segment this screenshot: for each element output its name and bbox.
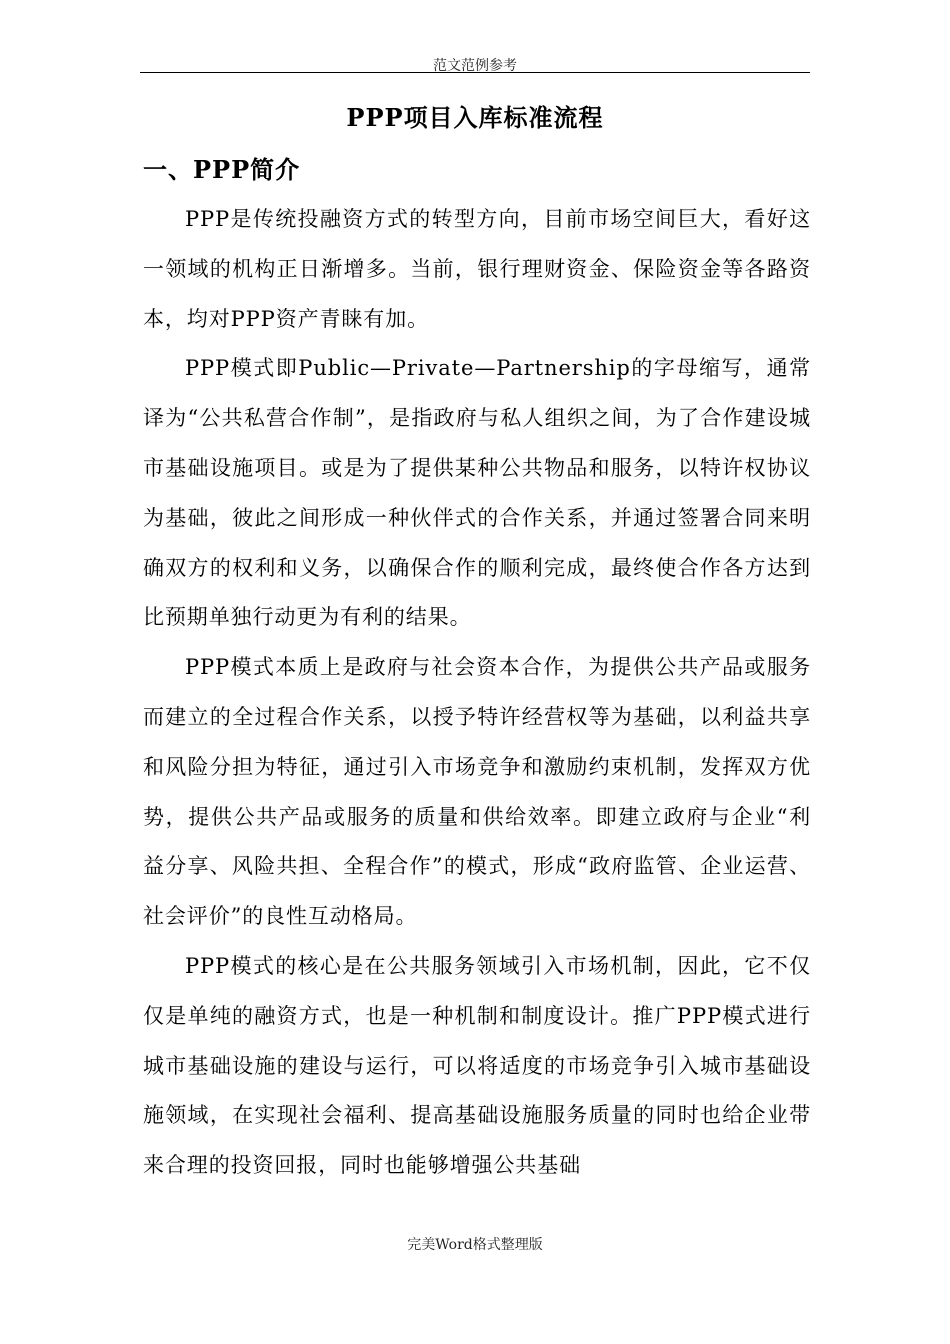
page-header: 范文范例参考 (433, 58, 517, 74)
document-body (143, 195, 811, 1191)
paragraph-2: PPP模式即Public—Private—Partnership的字母缩写，通常译为“公共私营合作制”，是指政府与私人组织之间，为了合作建设城市基础设施项目。或是为了提供某种公共物品和服务，以特许权协议为基础，彼此之间形成一种伙伴式的合作关系，并通过签署合同来明确双方的权利和义务，以确保合作的顺利完成，最终使合作各方达到比预期单独行动更为有利的结果。 (143, 356, 811, 630)
paragraph-1: PPP是传统投融资方式的转型方向，目前市场空间巨大，看好这一领域的机构正日渐增多。当前，银行理财资金、保险资金等各路资本，均对PPP资产青睐有加。 (143, 207, 811, 331)
page-footer: 完美Word格式整理版 (407, 1237, 543, 1253)
paragraph-3: PPP模式本质上是政府与社会资本合作，为提供公共产品或服务而建立的全过程合作关系，以授予特许经营权等为基础，以利益共享和风险分担为特征，通过引入市场竞争和激励约束机制，发挥双方优势，提供公共产品或服务的质量和供给效率。即建立政府与企业“利益分享、风险共担、全程合作”的模式，形成“政府监管、企业运营、社会评价”的良性互动格局。 (143, 655, 811, 929)
paragraph-4: PPP模式的核心是在公共服务领域引入市场机制，因此，它不仅仅是单纯的融资方式，也是一种机制和制度设计。推广PPP模式进行城市基础设施的建设与运行，可以将适度的市场竞争引入城市基础设施领域，在实现社会福利、提高基础设施服务质量的同时也给企业带来合理的投资回报，同时也能够增强公共基础 (143, 953, 811, 1178)
header-divider (140, 72, 810, 73)
section-heading: 一、PPP简介 (143, 155, 301, 184)
document-title: PPP项目入库标准流程 (346, 103, 604, 132)
